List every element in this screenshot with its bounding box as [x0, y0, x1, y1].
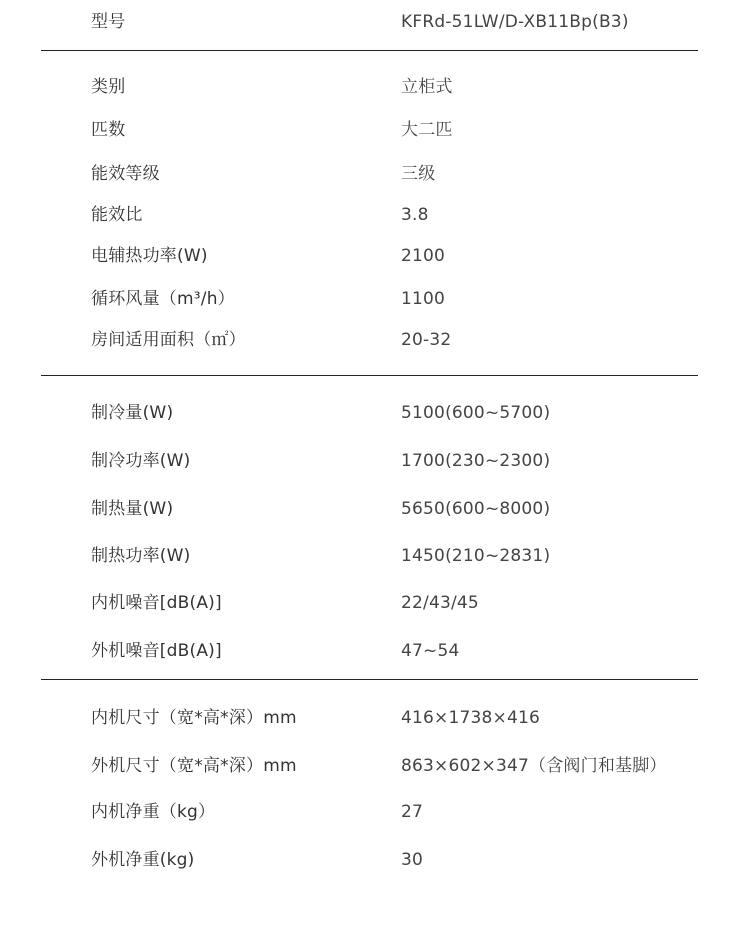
spec-row-category: [0, 72, 750, 102]
spec-row-indoor-dimensions: [0, 703, 750, 733]
spec-row-aux-heat-power: [0, 241, 750, 271]
spec-label: 内机噪音[dB(A)]: [91, 593, 222, 613]
spec-value: 1100: [401, 289, 446, 309]
spec-label: 内机净重（kg）: [91, 802, 216, 822]
spec-label: 型号: [91, 12, 126, 32]
spec-value: 5100(600~5700): [401, 403, 551, 423]
spec-row-heating-capacity: [0, 494, 750, 524]
spec-value: 1450(210~2831): [401, 546, 551, 566]
spec-row-outdoor-net-weight: [0, 845, 750, 875]
spec-value: 27: [401, 802, 424, 822]
spec-label: 制热功率(W): [91, 546, 191, 566]
spec-row-model: [0, 7, 750, 37]
spec-value: KFRd-51LW/D-XB11Bp(B3): [401, 12, 629, 32]
spec-row-indoor-net-weight: [0, 797, 750, 827]
spec-value: 863×602×347（含阀门和基脚）: [401, 756, 667, 776]
spec-value: 1700(230~2300): [401, 451, 551, 471]
spec-label: 匹数: [91, 120, 126, 140]
spec-row-cooling-power: [0, 446, 750, 476]
spec-value: 大二匹: [401, 120, 453, 140]
spec-label: 制冷量(W): [91, 403, 174, 423]
spec-value: 5650(600~8000): [401, 499, 551, 519]
spec-label: 制热量(W): [91, 499, 174, 519]
spec-row-efficiency-ratio: [0, 200, 750, 230]
spec-label: 内机尺寸（宽*高*深）mm: [91, 708, 297, 728]
spec-label: 外机净重(kg): [91, 850, 195, 870]
spec-row-heating-power: [0, 541, 750, 571]
spec-value: 立柜式: [401, 77, 453, 97]
spec-label: 外机尺寸（宽*高*深）mm: [91, 756, 297, 776]
spec-value: 30: [401, 850, 424, 870]
spec-row-cooling-capacity: [0, 398, 750, 428]
spec-row-efficiency-grade: [0, 159, 750, 189]
spec-label: 制冷功率(W): [91, 451, 191, 471]
spec-value: 22/43/45: [401, 593, 479, 613]
spec-label: 房间适用面积（㎡）: [91, 330, 246, 350]
spec-row-outdoor-dimensions: [0, 751, 750, 781]
spec-label: 循环风量（m³/h）: [91, 289, 235, 309]
spec-value: 2100: [401, 246, 446, 266]
spec-label: 电辅热功率(W): [91, 246, 208, 266]
spec-row-airflow: [0, 284, 750, 314]
section-divider: [41, 679, 698, 680]
spec-value: 20-32: [401, 330, 452, 350]
spec-label: 外机噪音[dB(A)]: [91, 641, 222, 661]
spec-label: 类别: [91, 77, 126, 97]
spec-row-horsepower: [0, 115, 750, 145]
spec-row-indoor-noise: [0, 588, 750, 618]
section-divider: [41, 375, 698, 376]
spec-value: 3.8: [401, 205, 429, 225]
spec-value: 416×1738×416: [401, 708, 541, 728]
spec-label: 能效等级: [91, 164, 160, 184]
spec-label: 能效比: [91, 205, 143, 225]
spec-row-outdoor-noise: [0, 636, 750, 666]
spec-row-room-area: [0, 325, 750, 355]
spec-value: 47~54: [401, 641, 460, 661]
spec-value: 三级: [401, 164, 436, 184]
section-divider: [41, 50, 698, 51]
